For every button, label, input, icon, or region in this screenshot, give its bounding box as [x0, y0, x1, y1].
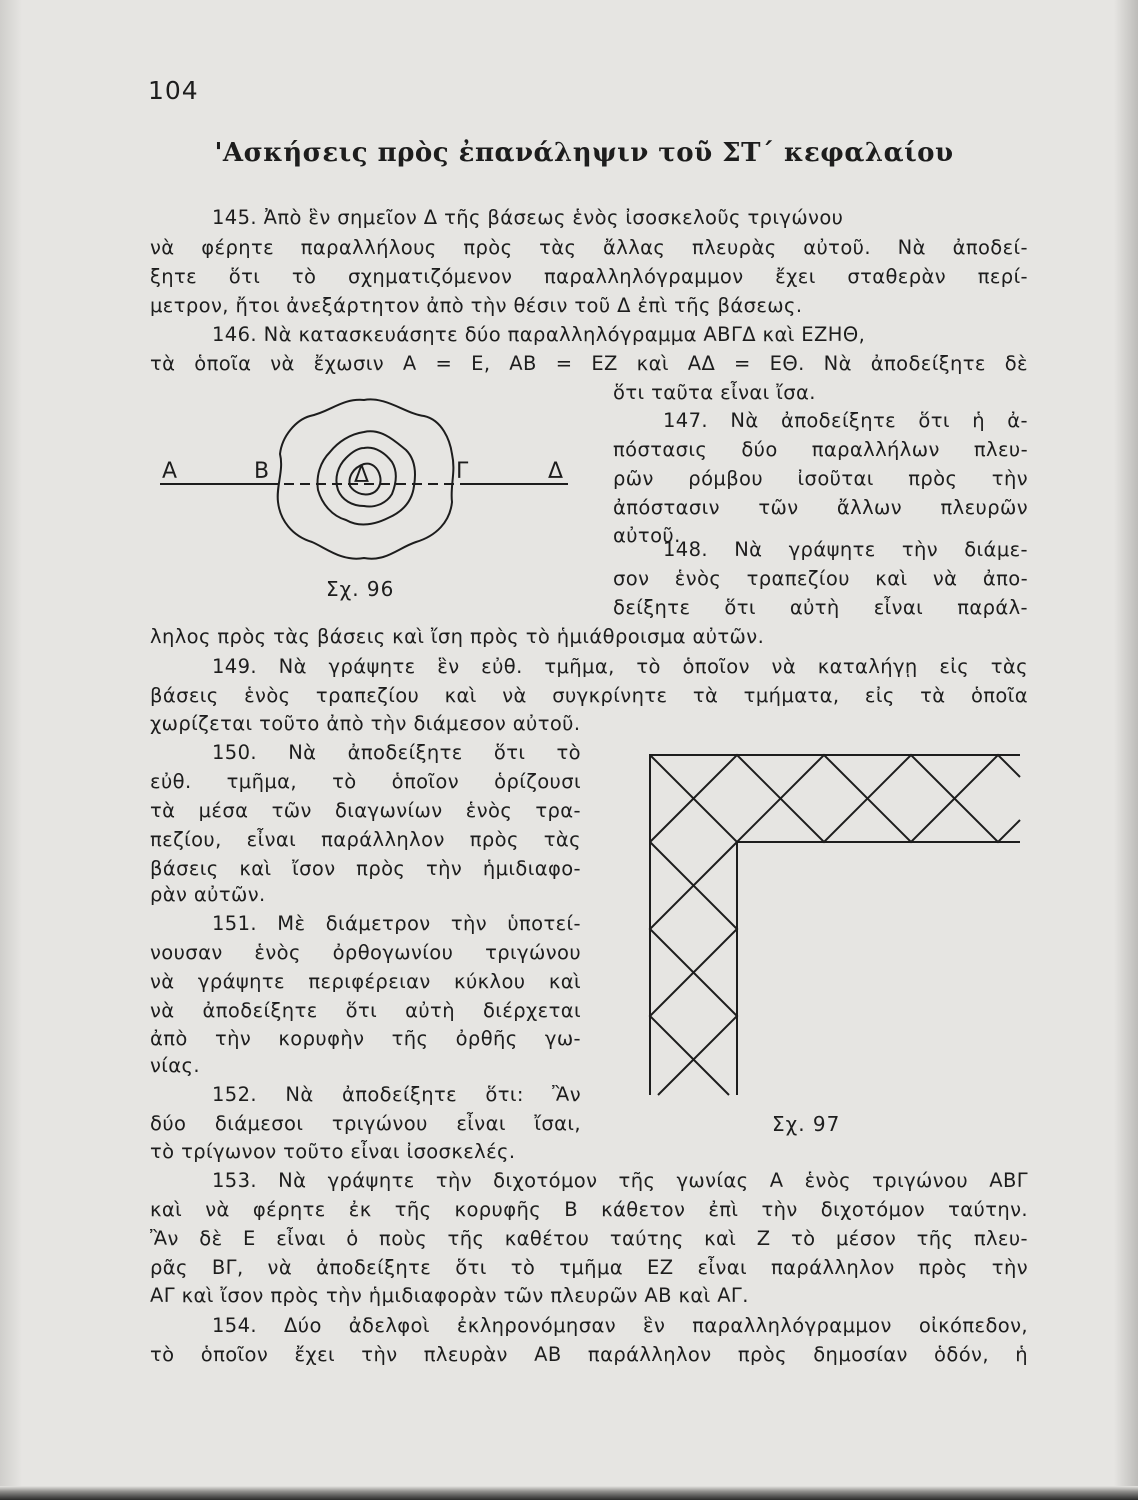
text-line: 145. Ἀπὸ ἓν σημεῖον Δ τῆς βάσεως ἑνὸς ἰσοσκελοῦς τριγώνου: [212, 206, 844, 229]
text-line: 148. Νὰ γράψητε τὴν διάμε-: [663, 538, 1028, 561]
fig96-label-g: Γ: [456, 459, 469, 484]
text-line: αὐτοῦ.: [613, 524, 681, 547]
figure-96-caption: Σχ. 96: [326, 577, 395, 601]
text-line: 153. Νὰ γράψητε τὴν διχοτόμον τῆς γωνίας Α ἑνὸς τριγώνου ΑΒΓ: [212, 1169, 1028, 1192]
page-edge-right: [1114, 0, 1138, 1500]
text-line: ΑΓ καὶ ἴσον πρὸς τὴν ἡμιδιαφορὰν τῶν πλευρῶν ΑΒ καὶ ΑΓ.: [150, 1284, 749, 1307]
text-line: νουσαν ἑνὸς ὀρθογωνίου τριγώνου: [150, 941, 581, 964]
page-number: 104: [148, 76, 199, 105]
text-line: βάσεις ἑνὸς τραπεζίου καὶ νὰ συγκρίνητε τὰ τμήματα, εἰς τὰ ὁποῖα: [150, 684, 1028, 707]
text-line: μετρον, ἤτοι ἀνεξάρτητον ἀπὸ τὴν θέσιν τοῦ Δ ἐπὶ τῆς βάσεως.: [150, 294, 803, 317]
fig97-inner-border: [737, 842, 1020, 1095]
text-line: πόστασις δύο παραλλήλων πλευ-: [613, 438, 1028, 461]
figure-97: [640, 745, 1030, 1105]
text-line: ἀπὸ τὴν κορυφὴν τῆς ὀρθῆς γω-: [150, 1027, 581, 1050]
text-line: 149. Νὰ γράψητε ἓν εὐθ. τμῆμα, τὸ ὁποῖον νὰ καταλήγῃ εἰς τὰς: [212, 655, 1028, 678]
text-line: σον ἑνὸς τραπεζίου καὶ νὰ ἀπο-: [613, 567, 1028, 590]
text-line: νίας.: [150, 1054, 200, 1077]
text-line: τὰ ὁποῖα νὰ ἔχωσιν Α = Ε, ΑΒ = ΕΖ καὶ ΑΔ = ΕΘ. Νὰ ἀποδείξητε δὲ: [150, 352, 1028, 375]
text-line: Ἂν δὲ Ε εἶναι ὁ ποὺς τῆς καθέτου ταύτης καὶ Ζ τὸ μέσον τῆς πλευ-: [150, 1227, 1028, 1250]
text-line: 146. Νὰ κατασκευάσητε δύο παραλληλόγραμμα ΑΒΓΔ καὶ ΕΖΗΘ,: [212, 323, 866, 346]
text-line: εὐθ. τμῆμα, τὸ ὁποῖον ὁρίζουσι: [150, 770, 581, 793]
text-line: ὅτι ταῦτα εἶναι ἴσα.: [613, 381, 816, 404]
text-line: ρᾶς ΒΓ, νὰ ἀποδείξητε ὅτι τὸ τμῆμα ΕΖ εἶναι παράλληλον πρὸς τὴν: [150, 1256, 1028, 1279]
text-line: τὸ τρίγωνον τοῦτο εἶναι ἰσοσκελές.: [150, 1140, 516, 1163]
figure-96: [150, 390, 580, 590]
text-line: 147. Νὰ ἀποδείξητε ὅτι ἡ ἀ-: [663, 409, 1028, 432]
page-edge-bottom: [0, 1486, 1138, 1500]
page-edge-left: [0, 0, 22, 1500]
text-line: δείξητε ὅτι αὐτὴ εἶναι παράλ-: [613, 596, 1028, 619]
text-line: τὰ μέσα τῶν διαγωνίων ἑνὸς τρα-: [150, 799, 581, 822]
text-line: τὸ ὁποῖον ἔχει τὴν πλευρὰν ΑΒ παράλληλον πρὸς δημοσίαν ὁδόν, ἡ: [150, 1343, 1028, 1366]
text-line: ἀπόστασιν τῶν ἄλλων πλευρῶν: [613, 496, 1028, 519]
text-line: νὰ φέρητε παραλλήλους πρὸς τὰς ἄλλας πλευρὰς αὐτοῦ. Νὰ ἀποδεί-: [150, 236, 1028, 259]
fig96-label-a: Α: [162, 459, 178, 484]
text-line: ρῶν ρόμβου ἰσοῦται πρὸς τὴν: [613, 467, 1028, 490]
fig96-label-b: Β: [254, 459, 270, 484]
text-line: ληλος πρὸς τὰς βάσεις καὶ ἴση πρὸς τὸ ἡμιάθροισμα αὐτῶν.: [150, 625, 765, 648]
text-line: 150. Νὰ ἀποδείξητε ὅτι τὸ: [212, 741, 581, 764]
text-line: 151. Μὲ διάμετρον τὴν ὑποτεί-: [212, 912, 581, 935]
text-line: καὶ νὰ φέρητε ἐκ τῆς κορυφῆς Β κάθετον ἐπὶ τὴν διχοτόμον ταύτην.: [150, 1198, 1028, 1221]
fig96-label-d-center: Δ: [354, 463, 370, 488]
fig97-horizontal-lattice: [650, 755, 1020, 842]
text-line: νὰ γράψητε περιφέρειαν κύκλου καὶ: [150, 970, 581, 993]
text-line: 154. Δύο ἀδελφοὶ ἐκληρονόμησαν ἓν παραλληλόγραμμον οἰκόπεδον,: [212, 1314, 1028, 1337]
text-line: βάσεις καὶ ἴσον πρὸς τὴν ἡμιδιαφο-: [150, 857, 581, 880]
fig97-outer-border: [650, 755, 1020, 1095]
text-line: 152. Νὰ ἀποδείξητε ὅτι: Ἂν: [212, 1083, 581, 1106]
page-title: 'Ασκήσεις πρὸς ἐπανάληψιν τοῦ ΣΤ΄ κεφαλαίου: [214, 138, 954, 168]
fig97-vertical-lattice: [650, 842, 737, 1095]
text-line: ρὰν αὐτῶν.: [150, 883, 266, 906]
text-line: νὰ ἀποδείξητε ὅτι αὐτὴ διέρχεται: [150, 999, 581, 1022]
fig96-label-d: Δ: [548, 459, 564, 484]
text-line: δύο διάμεσοι τριγώνου εἶναι ἴσαι,: [150, 1112, 581, 1135]
text-line: ξητε ὅτι τὸ σχηματιζόμενον παραλληλόγραμμον ἔχει σταθερὰν περί-: [150, 265, 1028, 288]
figure-97-caption: Σχ. 97: [772, 1112, 841, 1136]
text-line: πεζίου, εἶναι παράλληλον πρὸς τὰς: [150, 828, 581, 851]
text-line: χωρίζεται τοῦτο ἀπὸ τὴν διάμεσον αὐτοῦ.: [150, 712, 581, 735]
